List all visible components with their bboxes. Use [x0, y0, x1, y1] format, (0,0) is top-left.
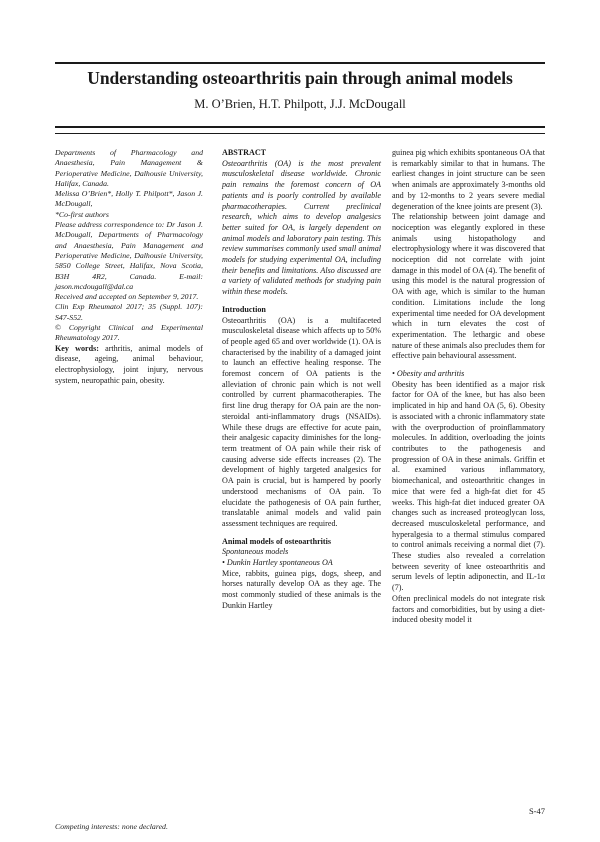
- keywords: [55, 344, 203, 387]
- keywords-label: Key words:: [55, 343, 99, 353]
- middle-column: [222, 148, 381, 612]
- top-rule: [55, 62, 545, 64]
- para-nociception: The relationship between joint damage and nociception was elegantly explored in these animals using histopathology and electrophysiology where it was discovered that nociception did not correlate with joint damage in this model of OA (4). The benefit of using this model is the natural progression of OA with age, which is similar to the human condition. Limitations include the long experimental time needed for OA development which in turn elevates the cost of experimentation. The lethargic and obese nature of these animals also precludes them for effective pain behavioural assessment.: [392, 212, 545, 361]
- keywords-text: arthritis, animal models of disease, ageing, animal behaviour, electrophysiology, joint injury, nervous system, neuropathic pain, obesity.: [55, 343, 204, 385]
- author-line: M. O’Brien, H.T. Philpott, J.J. McDougall: [194, 97, 406, 111]
- obesity-heading: • Obesity and arthritis: [392, 369, 465, 379]
- cofirst-note: *Co-first authors: [55, 209, 109, 219]
- page-number: S-47: [528, 806, 545, 816]
- competing-interests: Competing interests: none declared.: [55, 822, 168, 831]
- spontaneous-heading: Spontaneous models: [222, 547, 289, 557]
- right-column: [392, 148, 545, 626]
- para-preclinical: Often preclinical models do not integrate risk factors and comorbidities, but by using a diet-induced obesity model it: [392, 593, 545, 625]
- author-names: Melissa O’Brien*, Holly T. Philpott*, Jason J. McDougall,: [55, 189, 203, 209]
- intro-heading: Introduction: [222, 304, 266, 314]
- intro-text: Osteoarthritis (OA) is a multifaceted musculoskeletal disease which affects up to 50% of people aged 65 and over worldwide (1). OA is characterised by the inability of a damaged joint to launch an effective healing response. The foremost concern of OA patients is the alleviation of chronic pain which is not well controlled by current pharmacotherapies. The first line drug therapy for OA pain are the non-steroidal anti-inflammatory drugs (NSAIDs). While these drugs are effective for acute pain, their analgesic capacity diminishes for the long-term treatment of OA pain while their risk of causing adverse side effects increases (2). The development of highly targeted analgesics for OA pain is crucial, but is hampered by poorly understood mechanisms of OA pain. To elucidate the pathogenesis of OA pain further, translatable animal models and valid pain assessment techniques are required.: [222, 315, 381, 528]
- header-rule: [55, 126, 545, 128]
- left-column: [55, 148, 203, 386]
- para-obesity: Obesity has been identified as a major risk factor for OA of the knee, but has also been implicated in hip and hand OA (5, 6). Obesity is associated with a chronic inflammatory state with the overproduction of proinflammatory molecules. In addition, overloading the joints contributes to the pathogenesis and progression of OA in these animals. Griffin et al. examined various inflammatory, biomechanical, and osteoarthritic changes in mice that were fed a high-fat diet for 45 weeks. This high-fat diet induced greater OA changes such as increased proteoglycan loss, decreased musculoskeletal performance, and hyperalgesia to a thermal stimulus compared to control animals receiving a normal diet (7). These studies also revealed a correlation between severity of knee osteoarthritis and serum levels of leptin adiponectin, and IL-1α (7).: [392, 379, 545, 593]
- correspondence: Please address correspondence to: Dr Jason J. McDougall, Departments of Pharmacology and Anaesthesia, Pain Management and Perioperative Medicine, Dalhousie University, 5850 College Street, Halifax, Nova Scotia, B3H 4R2, Canada. E-mail: jason.mcdougall@dal.ca: [55, 220, 203, 291]
- citation: Clin Exp Rheumatol 2017; 35 (Suppl. 107): S47-S52.: [55, 302, 203, 322]
- abstract-heading: ABSTRACT: [222, 148, 267, 157]
- article-title: Understanding osteoarthritis pain through animal models: [87, 68, 513, 88]
- copyright: © Copyright Clinical and Experimental Rheumatology 2017.: [55, 323, 203, 343]
- received-date: Received and accepted on September 9, 2017.: [55, 292, 199, 302]
- abstract-text: Osteoarthritis (OA) is the most prevalent musculoskeletal disease worldwide. Chronic pain remains the foremost concern of OA patients and is poorly controlled by available pharmacotherapies. Current preclinical research, which aims to develop analgesics better suited for OA, is largely dependent on animal models and laboratory pain testing. This review summarises commonly used small animal models for studying experimental OA, including their benefits and limitations. Also discussed are a variety of validated methods for studying pain within these models.: [222, 158, 381, 297]
- header-rule-thin: [55, 133, 545, 134]
- dunkin-heading: • Dunkin Hartley spontaneous OA: [222, 558, 333, 568]
- animal-models-heading: Animal models of osteoarthritis: [222, 536, 332, 546]
- affiliation: Departments of Pharmacology and Anaesthesia, Pain Management & Perioperative Medicine, Dalhousie University, Halifax, Canada.: [55, 148, 203, 188]
- para-guinea-pig: guinea pig which exhibits spontaneous OA that is remarkably similar to that in humans. The earliest changes in joint structure can be seen when animals are approximately 3-months old and by 12-months to 2 years severe medial degeneration of the knee joints are present (3).: [392, 148, 545, 211]
- dunkin-text: Mice, rabbits, guinea pigs, dogs, sheep, and horses naturally develop OA as they age. The most commonly studied of these animals is the Dunkin Hartley: [222, 568, 381, 610]
